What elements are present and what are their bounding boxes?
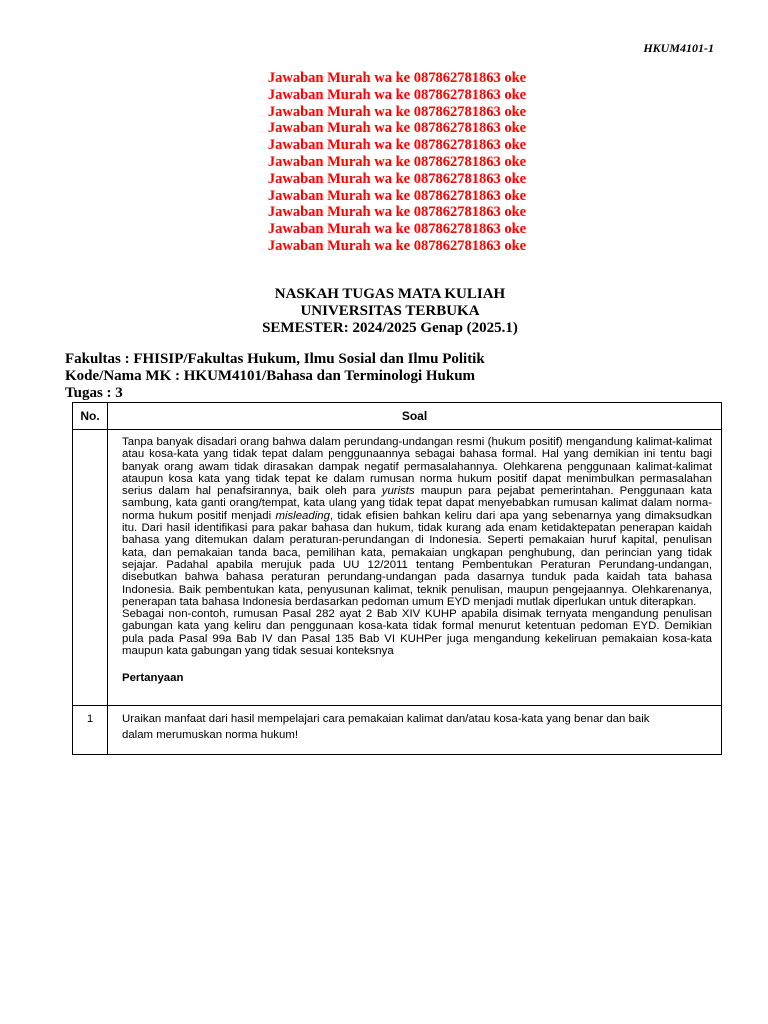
passage-paragraph-2: Sebagai non-contoh, rumusan Pasal 282 ayat 2 Bab XIV KUHP apabila disimak ternyata mengandung penulisan gabungan kata yang keliru dan penggunaan kosa-kata tidak formal menurut ketentuan pedoman EYD. Demikian pula pada Pasal 99a Bab IV dan Pasal 135 Bab VI KUHPer juga mengandung kekeliruan pemakaian kosa-kata maupun kata gabungan yang tidak sesuai konteksnya: [122, 608, 712, 658]
pertanyaan-label: Pertanyaan: [122, 672, 184, 685]
header-no: No.: [73, 403, 108, 430]
promo-line: Jawaban Murah wa ke 087862781863 oke: [267, 137, 527, 154]
promo-line: Jawaban Murah wa ke 087862781863 oke: [267, 221, 527, 238]
document-heading: [0, 286, 768, 336]
assignment-table: [72, 402, 722, 755]
question-number: 1: [73, 706, 108, 755]
promo-line: Jawaban Murah wa ke 087862781863 oke: [267, 70, 527, 86]
promo-line: Jawaban Murah wa ke 087862781863 oke: [267, 120, 527, 137]
heading-line-semester: SEMESTER: 2024/2025 Genap (2025.1): [262, 319, 518, 336]
table-header-row: [73, 403, 722, 430]
table-row: [73, 706, 722, 755]
meta-fakultas: Fakultas : FHISIP/Fakultas Hukum, Ilmu Sosial dan Ilmu Politik: [65, 351, 485, 367]
passage-italic-term: misleading: [275, 509, 330, 522]
question-line: dalam merumuskan norma hukum!: [122, 728, 298, 741]
document-code: HKUM4101-1: [643, 41, 714, 55]
passage-cell: [108, 430, 722, 706]
heading-line-title: NASKAH TUGAS MATA KULIAH: [274, 286, 506, 302]
passage-text: , tidak efisien bahkan keliru dari apa yang sebenarnya yang dimaksudkan itu. Dari hasil identifikasi para pakar bahasa dan hukum, tidak kurang ada enam ketidaktepatan penerapan kaidah bahasa yang ditemukan dalam peraturan-perundangan di Indonesia. Seperti pemakaian huruf kapital, penulisan kata, dan pemakaian tanda baca, pemilihan kata, pemakaian ungkapan penghubung, dan perincian yang tidak sejajar. Padahal apabila merujuk pada UU 12/2011 tentang Pembentukan Peraturan Perundang-undangan, disebutkan bahwa bahasa peraturan perundang-undangan pada dasarnya tunduk pada kaidah tata bahasa Indonesia. Baik pembentukan kata, penyusunan kalimat, teknik penulisan, maupun pengejaannya. Olehkarenanya, penerapan tata bahasa Indonesia berdasarkan pedoman umum EYD menjadi mutlak diperlukan untuk diterapkan.: [122, 509, 712, 608]
promo-text-block: [0, 70, 768, 255]
meta-kode-mk: Kode/Nama MK : HKUM4101/Bahasa dan Terminologi Hukum: [65, 367, 476, 384]
promo-line: Jawaban Murah wa ke 087862781863 oke: [267, 170, 527, 187]
promo-line: Jawaban Murah wa ke 087862781863 oke: [267, 204, 527, 221]
question-line: Uraikan manfaat dari hasil mempelajari cara pemakaian kalimat dan/atau kosa-kata yang benar dan baik: [122, 713, 650, 726]
course-meta: [65, 351, 485, 401]
promo-line: Jawaban Murah wa ke 087862781863 oke: [267, 86, 527, 103]
passage-text: maupun para pejabat pemerintahan. Penggunaan kata sambung, kata ganti orang/tempat, kata ulang yang tidak tepat dapat menyebabkan rumusan kalimat dalam norma-norma hukum positif menjadi: [122, 485, 712, 522]
promo-line: Jawaban Murah wa ke 087862781863 oke: [267, 153, 527, 170]
promo-line: Jawaban Murah wa ke 087862781863 oke: [267, 103, 527, 120]
passage-paragraph-1: [122, 436, 712, 608]
passage-text: Tanpa banyak disadari orang bahwa dalam perundang-undangan resmi (hukum positif) mengandung kalimat-kalimat atau kosa-kata yang tidak tepat dalam penggunaannya sebagai bahasa formal. Hal yang demikian ini tentu bagi banyak orang awam tidak dirasakan dampak negatif permasalahannya. Olehkarena penggunaan kalimat-kalimat ataupun kosa kata yang tidak tepat ke dalam rumusan norma hukum positif dapat menimbulkan permasalahan serius dalam hal penafsirannya, baik oleh para: [122, 436, 712, 498]
heading-line-university: UNIVERSITAS TERBUKA: [300, 302, 480, 319]
passage-no-cell: [73, 430, 108, 706]
passage-row: [73, 430, 722, 706]
question-text: [108, 706, 722, 755]
meta-tugas: Tugas : 3: [65, 384, 123, 401]
promo-line: Jawaban Murah wa ke 087862781863 oke: [267, 187, 527, 204]
passage-italic-term: yurists: [381, 485, 415, 498]
header-soal: Soal: [108, 403, 722, 430]
promo-line: Jawaban Murah wa ke 087862781863 oke: [267, 237, 527, 254]
